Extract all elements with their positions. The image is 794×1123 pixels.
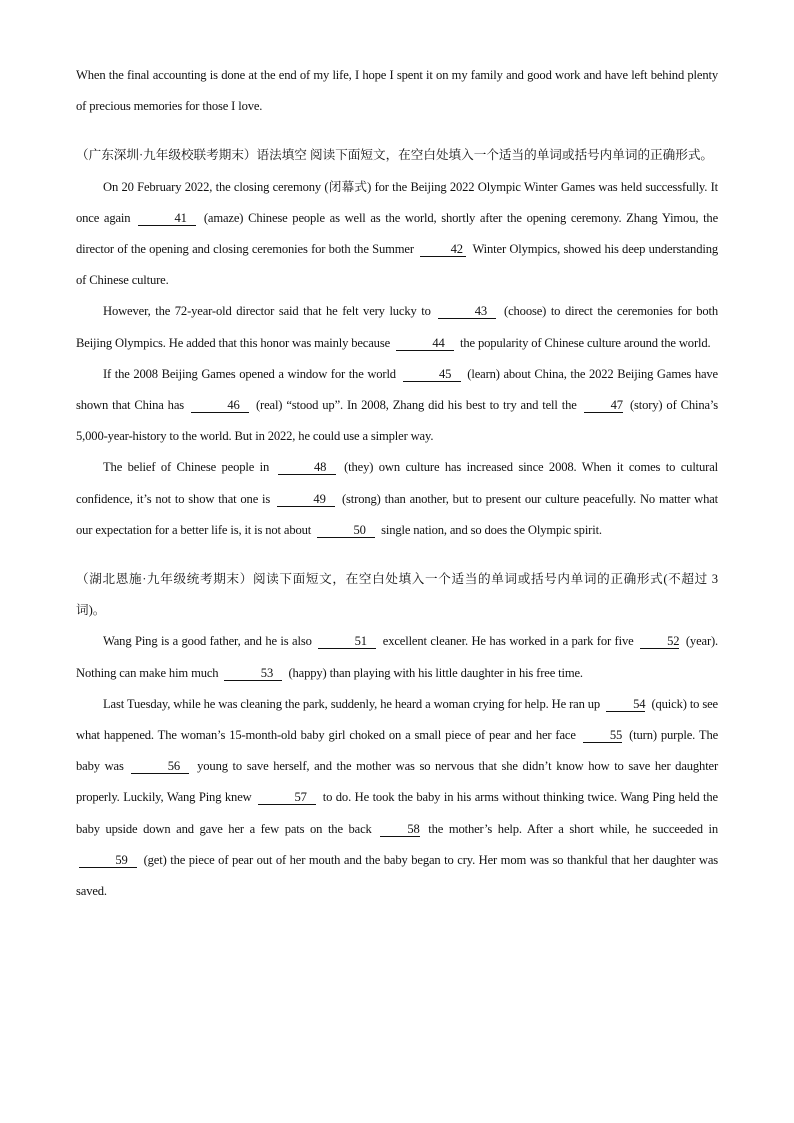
text: (choose) to direct the ceremonies for both Beijing Olympics. He added that this honor was mainly because	[76, 304, 718, 350]
blank-48[interactable]: 48	[278, 460, 336, 475]
blank-46[interactable]: 46	[191, 398, 249, 413]
intro-paragraph: When the final accounting is done at the end of my life, I hope I spent it on my family and good work and have left behind plenty of precious memories for those I love.	[76, 68, 718, 114]
section1-paragraph-2	[76, 296, 718, 358]
blank-51[interactable]: 51	[318, 634, 376, 649]
blank-56[interactable]: 56	[131, 759, 189, 774]
blank-52[interactable]: 52	[640, 634, 679, 649]
section2-paragraph-2	[76, 689, 718, 907]
text: (learn) about China, the 2022 Beijing Games have shown that China has	[76, 366, 718, 413]
text: (get) the piece of pear out of her mouth and the baby began to cry. Her mom was so thankful that her daughter was saved.	[76, 852, 719, 899]
text: single nation, and so does the Olympic spirit.	[381, 522, 602, 537]
text: (strong) than another, but to present our culture peacefully. No matter what our expectation for a better life is, it is not about	[76, 491, 719, 537]
text: the popularity of Chinese culture around the world.	[460, 335, 711, 350]
text: excellent cleaner. He has worked in a park for five	[382, 634, 634, 649]
text: (amaze) Chinese people as well as the world, shortly after the opening ceremony. Zhang Yimou, the director of the opening and closing ceremonies for both the Summer	[76, 210, 719, 257]
blank-53[interactable]: 53	[224, 666, 282, 681]
text: Wang Ping is a good father, and he is also	[103, 634, 312, 649]
text: On 20 February 2022, the closing ceremony (闭幕式) for the Beijing 2022 Olympic Winter Games was held successfully. It once again	[76, 179, 718, 225]
section1-paragraph-3	[76, 359, 718, 453]
blank-57[interactable]: 57	[258, 790, 316, 805]
blank-44[interactable]: 44	[396, 336, 454, 351]
text: (story) of China’s 5,000-year-history to the world. But in 2022, he could use a simpler way.	[76, 398, 719, 444]
text: (year). Nothing can make him much	[76, 634, 719, 680]
blank-54[interactable]: 54	[606, 697, 645, 712]
text: (real) “stood up”. In 2008, Zhang did his best to try and tell the	[255, 398, 577, 413]
text: (they) own culture has increased since 2008. When it comes to cultural confidence, it’s not to show that one is	[76, 460, 718, 506]
blank-45[interactable]: 45	[403, 367, 461, 382]
text: However, the 72-year-old director said that he felt very lucky to	[103, 304, 431, 319]
section1-heading: （广东深圳·九年级校联考期末）语法填空 阅读下面短文，在空白处填入一个适当的单词或括号内单词的正确形式。	[76, 148, 714, 163]
blank-47[interactable]: 47	[584, 398, 623, 413]
section1-paragraph-1	[76, 172, 718, 297]
text: Last Tuesday, while he was cleaning the park, suddenly, he heard a woman crying for help. He ran up	[103, 696, 601, 711]
blank-43[interactable]: 43	[438, 304, 496, 319]
blank-50[interactable]: 50	[317, 523, 375, 538]
blank-42[interactable]: 42	[420, 242, 466, 257]
text: If the 2008 Beijing Games opened a window for the world	[103, 366, 396, 381]
blank-59[interactable]: 59	[79, 853, 137, 868]
text: (turn) purple. The baby was	[76, 728, 719, 774]
section1-paragraph-4	[76, 452, 718, 546]
text: (quick) to see what happened. The woman’s 15-month-old baby girl choked on a small piece of pear and her face	[76, 696, 718, 743]
blank-41[interactable]: 41	[138, 211, 196, 226]
text: Winter Olympics, showed his deep understanding of Chinese culture.	[76, 242, 718, 288]
text: The belief of Chinese people in	[103, 460, 270, 475]
blank-55[interactable]: 55	[583, 728, 622, 743]
section2-heading: （湖北恩施·九年级统考期末）阅读下面短文，在空白处填入一个适当的单词或括号内单词的正确形式(不超过 3 词)。	[76, 572, 718, 618]
text: (happy) than playing with his little daughter in his free time.	[288, 665, 583, 680]
document-page	[76, 60, 718, 907]
text: the mother’s help. After a short while, he succeeded in	[428, 821, 719, 836]
text: young to save herself, and the mother was so nervous that she didn’t know how to save her daughter properly. Luckily, Wang Ping knew	[76, 759, 719, 805]
blank-58[interactable]: 58	[380, 822, 419, 837]
text: to do. He took the baby in his arms without thinking twice. Wang Ping held the baby upside down and gave her a few pats on the back	[76, 790, 718, 836]
section2-paragraph-1	[76, 626, 718, 688]
blank-49[interactable]: 49	[277, 492, 335, 507]
